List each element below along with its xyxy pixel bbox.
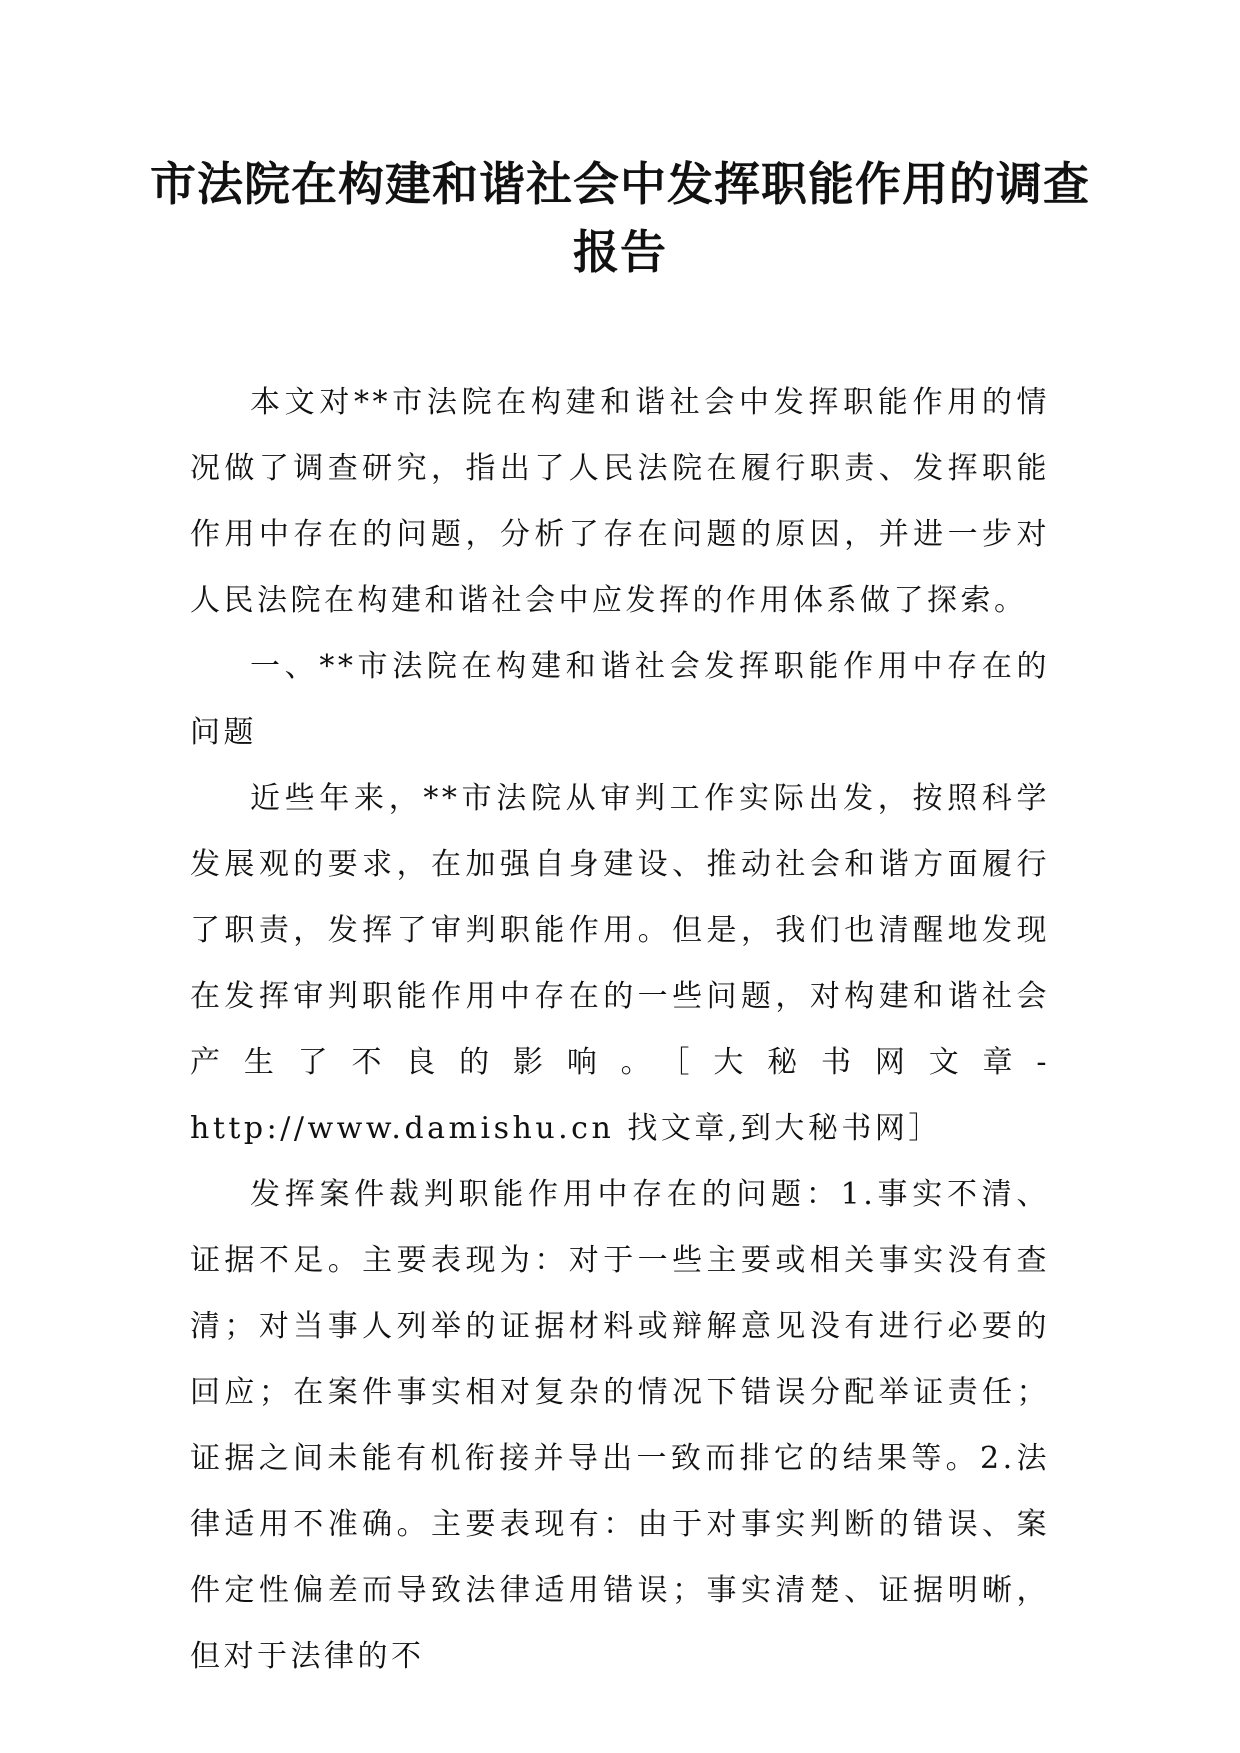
- section-heading: 一、**市法院在构建和谐社会发挥职能作用中存在的问题: [190, 649, 1050, 750]
- document-title: 市法院在构建和谐社会中发挥职能作用的调查报告: [150, 157, 1090, 279]
- document-body: [190, 370, 1050, 1690]
- abstract-paragraph: 本文对**市法院在构建和谐社会中发挥职能作用的情况做了调查研究，指出了人民法院在履行职责、发挥职能作用中存在的问题，分析了存在问题的原因，并进一步对人民法院在构建和谐社会中应发挥的作用体系做了探索。: [190, 385, 1050, 618]
- body-paragraph: 近些年来，**市法院从审判工作实际出发，按照科学发展观的要求，在加强自身建设、推动社会和谐方面履行了职责，发挥了审判职能作用。但是，我们也清醒地发现在发挥审判职能作用中存在的一些问题，对构建和谐社会产生了不良的影响。［大秘书网文章-http://www.damishu.cn 找文章,到大秘书网］: [190, 781, 1050, 1146]
- body-paragraph: 发挥案件裁判职能作用中存在的问题：1.事实不清、证据不足。主要表现为：对于一些主要或相关事实没有查清；对当事人列举的证据材料或辩解意见没有进行必要的回应；在案件事实相对复杂的情况下错误分配举证责任；证据之间未能有机衔接并导出一致而排它的结果等。2.法律适用不准确。主要表现有：由于对事实判断的错误、案件定性偏差而导致法律适用错误；事实清楚、证据明晰，但对于法律的不: [190, 1177, 1050, 1674]
